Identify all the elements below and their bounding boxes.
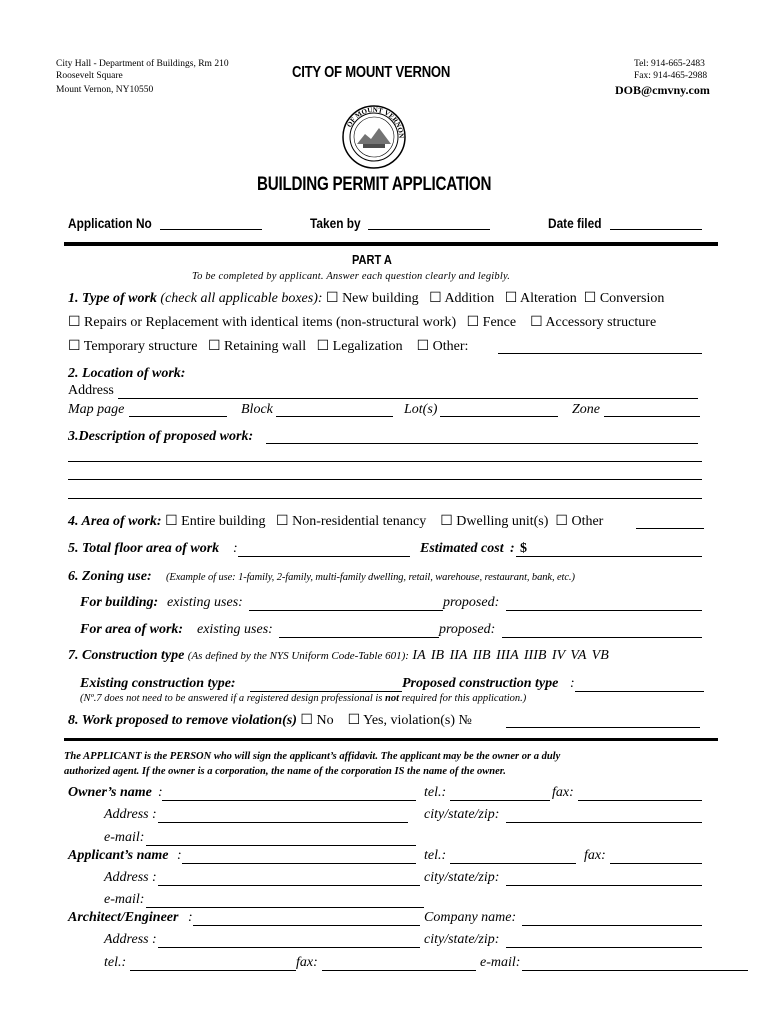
checkbox-accessory-structure[interactable]: ☐ Accessory structure <box>530 315 657 330</box>
description-line-4[interactable] <box>68 498 702 499</box>
architect-tel-label: tel.: <box>104 955 127 970</box>
applicant-note-line-2: authorized agent. If the owner is a corporation, the name of the corporation IS the name of the owner. <box>64 766 506 777</box>
checkbox-violation-no[interactable]: ☐ No <box>300 713 334 728</box>
applicant-email-label: e-mail: <box>104 892 145 907</box>
q4-label: 4. Area of work: <box>68 514 162 529</box>
checkbox-repairs[interactable]: ☐ Repairs or Replacement with identical items (non-structural work) <box>68 315 457 330</box>
q7-label: 7. Construction type <box>68 648 185 663</box>
colon-7: : <box>152 870 157 885</box>
date-filed-label: Date filed <box>548 216 602 231</box>
applicant-city-field[interactable] <box>506 885 702 886</box>
q4-row <box>68 513 603 530</box>
description-line-3[interactable] <box>68 479 702 480</box>
q8-row <box>68 712 472 729</box>
q1-row-3 <box>68 338 468 355</box>
q6-example: (Example of use: 1-family, 2-family, multi-family dwelling, retail, warehouse, restaurant, bank, etc.) <box>166 572 575 583</box>
owner-address-field[interactable] <box>158 822 408 823</box>
tel-number: Tel: 914-665-2483 <box>634 59 705 69</box>
architect-tel-field[interactable] <box>130 970 296 971</box>
q7-note-bold: not <box>385 693 400 704</box>
architect-email-field[interactable] <box>522 970 748 971</box>
part-a-instructions: To be completed by applicant. Answer each question clearly and legibly. <box>192 271 511 282</box>
description-line-1[interactable] <box>266 443 698 444</box>
form-title: BUILDING PERMIT APPLICATION <box>257 174 492 195</box>
owner-tel-label: tel.: <box>424 785 447 800</box>
architect-city-field[interactable] <box>506 947 702 948</box>
architect-label: Architect/Engineer <box>68 910 179 925</box>
date-filed-field[interactable] <box>610 229 702 230</box>
checkbox-violation-yes[interactable]: ☐ Yes, violation(s) № <box>347 713 472 728</box>
owner-city-field[interactable] <box>506 822 702 823</box>
applicant-name-field[interactable] <box>182 863 416 864</box>
checkbox-area-other[interactable]: ☐ Other <box>555 514 604 529</box>
architect-city-label: city/state/zip: <box>424 932 500 947</box>
checkbox-other[interactable]: ☐ Other: <box>416 339 469 354</box>
colon-6: : <box>177 848 182 863</box>
q3-label: 3.Description of proposed work: <box>68 429 254 444</box>
colon-3: : <box>570 676 575 691</box>
floor-area-field[interactable] <box>238 556 410 557</box>
estimated-cost-label: Estimated cost <box>420 541 504 556</box>
q6-label: 6. Zoning use: <box>68 569 152 584</box>
colon: : <box>233 541 238 556</box>
company-name-label: Company name: <box>424 910 517 925</box>
building-proposed-field[interactable] <box>506 610 702 611</box>
q1-label: 1. Type of work <box>68 291 157 306</box>
zone-field[interactable] <box>604 416 700 417</box>
divider-bottom <box>64 738 718 741</box>
colon-2: : <box>510 541 515 556</box>
block-label: Block <box>241 402 273 417</box>
owner-city-label: city/state/zip: <box>424 807 500 822</box>
applicant-name-label: Applicant’s name <box>68 848 169 863</box>
violation-number-field[interactable] <box>506 727 700 728</box>
construction-types[interactable]: IA IB IIA IIB IIIA IIIB IV VA VB <box>412 648 609 663</box>
for-area-label: For area of work: <box>80 622 184 637</box>
owner-address-label: Address <box>104 807 149 822</box>
lots-label: Lot(s) <box>404 402 438 417</box>
owner-email-field[interactable] <box>146 845 416 846</box>
building-proposed-label: proposed: <box>443 595 500 610</box>
zone-label: Zone <box>572 402 600 417</box>
checkbox-temporary-structure[interactable]: ☐ Temporary structure <box>68 339 198 354</box>
application-no-label: Application No <box>68 216 152 231</box>
owner-name-field[interactable] <box>162 800 416 801</box>
q1-row-2 <box>68 314 656 331</box>
city-seal-icon <box>341 104 407 170</box>
owner-name-label: Owner’s name <box>68 785 152 800</box>
applicant-address-field[interactable] <box>158 885 420 886</box>
area-other-field[interactable] <box>636 528 704 529</box>
estimated-cost-field[interactable] <box>516 556 702 557</box>
architect-address-field[interactable] <box>158 947 420 948</box>
divider-top <box>64 242 718 246</box>
architect-address-label: Address <box>104 932 149 947</box>
q1-hint: (check all applicable boxes): <box>160 291 323 306</box>
company-name-field[interactable] <box>522 925 702 926</box>
application-no-field[interactable] <box>160 229 262 230</box>
applicant-address-label: Address <box>104 870 149 885</box>
checkbox-alteration[interactable]: ☐ Alteration <box>504 291 577 306</box>
q1-row-1 <box>68 290 664 307</box>
existing-uses-label: existing uses: <box>167 595 243 610</box>
building-existing-uses-field[interactable] <box>249 610 443 611</box>
owner-fax-field[interactable] <box>578 800 702 801</box>
colon-5: : <box>152 807 157 822</box>
checkbox-fence[interactable]: ☐ Fence <box>466 315 517 330</box>
map-page-field[interactable] <box>129 416 227 417</box>
taken-by-field[interactable] <box>368 229 490 230</box>
architect-email-label: e-mail: <box>480 955 521 970</box>
address-line-1: City Hall - Department of Buildings, Rm 210 <box>56 59 229 69</box>
area-proposed-field[interactable] <box>502 637 702 638</box>
part-a-heading: PART A <box>352 252 392 267</box>
checkbox-legalization[interactable]: ☐ Legalization <box>316 339 403 354</box>
email-address: DOB@cmvny.com <box>615 83 710 97</box>
applicant-note-line-1: The APPLICANT is the PERSON who will sign the applicant’s affidavit. The applicant may be the owner or a duly <box>64 751 561 762</box>
taken-by-label: Taken by <box>310 216 361 231</box>
checkbox-new-building[interactable]: ☐ New building <box>326 291 419 306</box>
city-title: CITY OF MOUNT VERNON <box>292 64 451 81</box>
proposed-construction-label: Proposed construction type <box>402 676 559 691</box>
owner-tel-field[interactable] <box>450 800 550 801</box>
checkbox-addition[interactable]: ☐ Addition <box>429 291 495 306</box>
colon-8: : <box>188 910 193 925</box>
checkbox-retaining-wall[interactable]: ☐ Retaining wall <box>208 339 307 354</box>
q7-hint: (As defined by the NYS Uniform Code-Table 601): <box>187 650 409 662</box>
existing-construction-field[interactable] <box>250 691 402 692</box>
applicant-tel-field[interactable] <box>450 863 576 864</box>
q7-note-pre: (Nº.7 does not need to be answered if a registered design professional is <box>80 693 386 704</box>
colon-9: : <box>152 932 157 947</box>
svg-text:OF MOUNT VERNON: OF MOUNT VERNON <box>345 105 406 139</box>
applicant-fax-label: fax: <box>584 848 606 863</box>
q7-note-post: required for this application.) <box>399 693 527 704</box>
area-existing-uses-label: existing uses: <box>197 622 273 637</box>
q7-row <box>68 648 609 664</box>
fax-number: Fax: 914-465-2988 <box>634 71 708 81</box>
description-line-2[interactable] <box>68 461 702 462</box>
architect-fax-field[interactable] <box>322 970 476 971</box>
architect-fax-label: fax: <box>296 955 318 970</box>
checkbox-non-residential[interactable]: ☐ Non-residential tenancy <box>276 514 427 529</box>
architect-name-field[interactable] <box>193 925 420 926</box>
area-existing-uses-field[interactable] <box>279 637 439 638</box>
lots-field[interactable] <box>440 416 558 417</box>
proposed-construction-field[interactable] <box>575 691 704 692</box>
map-page-label: Map page <box>68 402 125 417</box>
other-work-field[interactable] <box>498 353 702 354</box>
checkbox-conversion[interactable]: ☐ Conversion <box>583 291 665 306</box>
q2-label: 2. Location of work: <box>68 366 186 381</box>
owner-fax-label: fax: <box>552 785 574 800</box>
owner-email-label: e-mail: <box>104 830 145 845</box>
address-line-2: Roosevelt Square <box>56 71 123 81</box>
q5-label: 5. Total floor area of work <box>68 541 220 556</box>
for-building-label: For building: <box>80 595 159 610</box>
applicant-email-field[interactable] <box>146 907 424 908</box>
q7-note <box>80 693 526 704</box>
q8-label: 8. Work proposed to remove violation(s) <box>68 713 297 728</box>
block-field[interactable] <box>276 416 393 417</box>
colon-4: : <box>158 785 163 800</box>
location-address-field[interactable] <box>118 398 698 399</box>
existing-construction-label: Existing construction type: <box>80 676 236 691</box>
area-proposed-label: proposed: <box>439 622 496 637</box>
applicant-tel-label: tel.: <box>424 848 447 863</box>
checkbox-entire-building[interactable]: ☐ Entire building <box>165 514 266 529</box>
checkbox-dwelling-units[interactable]: ☐ Dwelling unit(s) <box>440 514 549 529</box>
q2-address-label: Address <box>68 383 114 398</box>
applicant-city-label: city/state/zip: <box>424 870 500 885</box>
dollar-sign: $ <box>520 541 527 556</box>
address-line-3: Mount Vernon, NY10550 <box>56 85 154 95</box>
applicant-fax-field[interactable] <box>610 863 702 864</box>
